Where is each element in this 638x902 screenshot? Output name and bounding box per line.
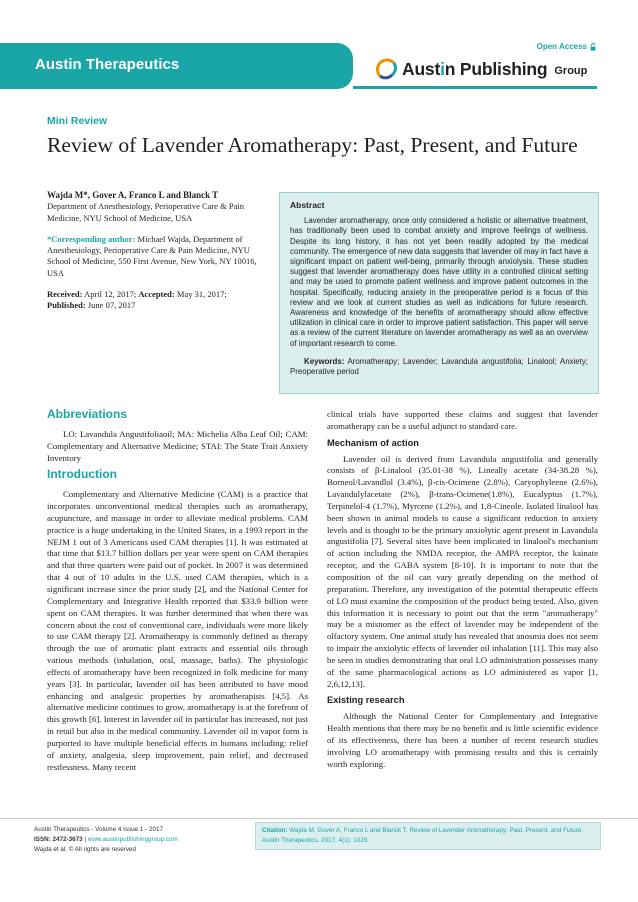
article-title: Review of Lavender Aromatherapy: Past, Present, and Future xyxy=(47,133,578,157)
keywords-label: Keywords: xyxy=(304,356,345,366)
received-label: Received: xyxy=(47,289,83,300)
published-date: June 07, 2017 xyxy=(85,300,136,311)
footer-info xyxy=(34,825,239,855)
footer-issn-line xyxy=(34,835,239,845)
citation-label: Citation: xyxy=(262,827,288,834)
keywords xyxy=(290,357,588,377)
corresponding-label: *Corresponding author: xyxy=(47,233,136,244)
mechanism-heading: Mechanism of action xyxy=(327,437,419,448)
publisher-name-part1: Aust xyxy=(402,58,441,79)
abstract-heading: Abstract xyxy=(290,200,325,210)
mechanism-paragraph: Lavender oil is derived from Lavandula angustifolia and generally consists of β-Linalool (35.01-38 %), Lineally acetate (34-38.28 %), Borneol/Lavandlol (3.4%), β-cis-Ocimene (2.8%), Caryophyleene (2.6%), Lavandulylacetate (2%), β-trans-Ocimene(1.8%), Eucalyptus (1.7%), Terpinelol-4 (1.7%), Myrcene (1.2%), and 1,8-Cineole. Isolated linalool has been shown in animal models to cause a significant reduction in anxiety levels and is thought to be the primary anxiolytic agent present in Lavandula angustifolia [7]. Several sites have been implicated in linalool's mechanism of action including the NMDA receptor, the AMPA receptor, the kainate receptor, and the GABA system [8-10]. It is important to note that the composition of the oil can vary greatly depending on the method of preparation. Therefore, any investigation of the potential therapeutic effects of LO must examine the composition of the product being tested. Also, given this information it is necessary to point out that the term "aromatherapy" may be a misnomer as the effect of lavender may be independent of the olfactory system. One animal study has revealed that anosmia does not seem to impair the anxiolytic effects of lavender oil inhalation [11]. This may also be seen in studies demonstrating that oral LO administration possesses many of the same pharmacological actions as LO administered as vapor [1, 2,6,12,13]. xyxy=(327,453,598,689)
author-list: Wajda M*, Gover A, Franco L and Blanck T xyxy=(47,190,219,200)
published-label: Published: xyxy=(47,300,86,311)
footer-volume: Austin Therapeutics - Volume 4 Issue 1 - 2017 xyxy=(34,826,164,833)
footer-issn: ISSN: 2472-3673 xyxy=(34,836,83,843)
keywords-text: Aromatherapy; Lavender; Lavandula angustifolia; Linalool; Anxiety; Preoperative period xyxy=(290,356,588,377)
footer-rights: Wajda et al. © All rights are reserved xyxy=(34,846,137,853)
author-info xyxy=(47,190,272,312)
affiliation: Department of Anesthesiology, Perioperative Care & Pain Medicine, NYU School of Medicine, USA xyxy=(47,201,245,223)
accepted-label: Accepted: xyxy=(138,289,175,300)
open-access-badge xyxy=(537,42,596,51)
received-date: April 12, 2017; xyxy=(82,289,139,300)
left-column xyxy=(47,409,308,773)
header-rule xyxy=(353,86,597,89)
introduction-heading: Introduction xyxy=(47,467,117,482)
abstract-box xyxy=(279,192,599,394)
open-access-label: Open Access xyxy=(536,42,587,51)
footer-url-link[interactable]: www.austinpublishinggroup.com xyxy=(87,836,178,843)
accepted-date: May 31, 2017; xyxy=(174,289,227,300)
article-dates xyxy=(47,289,272,312)
publisher-logo-icon xyxy=(376,58,398,80)
publisher-name xyxy=(402,59,547,80)
publisher-logo xyxy=(376,58,587,80)
right-column xyxy=(327,409,598,770)
publisher-name-part2: n Publishing xyxy=(444,58,548,79)
existing-research-paragraph: Although the National Center for Complementary and Integrative Health mentions that there may be no benefit and is little scientific evidence of its effectiveness, there has been a number of recent research studies involving LO aromatherapy with promising results and this is certainly worth exploring. xyxy=(327,711,598,769)
footer-rule xyxy=(0,818,638,819)
corresponding-author xyxy=(47,234,272,279)
article-type: Mini Review xyxy=(47,115,108,127)
corresponding-text: Michael Wajda, Department of Anesthesiology, Perioperative Care & Pain Medicine, NYU School of Medicine, 550 First Avenue, New York, NY 10016, USA xyxy=(47,233,257,278)
citation-text: Wajda M, Gover A, Franco L and Blanck T. Review of Lavender Aromatherapy: Past, Present, and Future. Austin Therapeutics. 2017; 4(1): 1029. xyxy=(262,827,584,844)
footer-separator: | xyxy=(82,836,88,843)
existing-research-heading: Existing research xyxy=(327,695,405,706)
introduction-continued: clinical trials have supported these claims and suggest that lavender aromatherapy can be a useful adjunct to standard care. xyxy=(327,409,598,431)
open-lock-icon xyxy=(590,43,596,51)
publisher-group: Group xyxy=(554,65,588,77)
publisher-name-accent: i xyxy=(440,58,445,79)
abbreviations-heading: Abbreviations xyxy=(47,407,128,421)
abstract-text: Lavender aromatherapy, once only considered a holistic or alternative treatment, has traditionally been used to combat anxiety and improve feelings of wellness. Despite its long history, it has not yet been readily adopted by the medical community. The emergence of new data suggests that lavender oil may in fact have a significant impact on patient well-being, primarily through anxiolysis. These studies suggest that lavender aromatherapy does have utility in a controlled clinical setting and may be used to promote patient wellness and improve patient outcomes in the hospital. Specifically, reducing anxiety in the preoperative period is a focus of this review and we look at current studies as well as indications for future research. Awareness and knowledge of the benefits of aromatherapy should allow effective utilization in clinical care in order to improve patient satisfaction. This paper will serve as a review of the current literature on lavender aromatherapy as well as an overview of important research to come. xyxy=(290,216,588,348)
citation-box xyxy=(255,822,601,850)
introduction-paragraph: Complementary and Alternative Medicine (CAM) is a practice that incorporates unconventional medical therapies such as aromatherapy, acupuncture, and massage in order to alleviate medical problems. CAM practice is a huge undertaking in the United States, in a 1993 report in the NEJM 1 out of 3 Americans used CAM therapies [1]. It was estimated at that time that $13.7 billion dollars per year were spent on CAM therapies and that three quarters were paid out of pocket. In 2007 it was determined that 4 out of 10 adults in the U.S. used CAM therapies, which is a significant increase since the prior study [2], and the National Center for Complementary and Integrative Health reported that $33.9 billion were spent on CAM therapies. It was further determined that when there was concern about the cost of conventional care, individuals were more likely to use CAM therapy [2]. Aromatherapy is commonly defined as therapy through the use of aromatic plant extracts and essential oils through various methods (inhalation, oral, massage, baths). The physiologic effects of aromatherapy have been recognized in folk medicine for many years [3]. In particular, lavender oil has been attributed to have mood enhancing and analgesic properties by aromatherapists [4,5]. As alternative medicine continues to grow, aromatherapy is at the forefront of this growth [6]. Interest in lavender oil in particular has increased, not just in retail but also in the medical community. Lavender oil in vapor form is purported to have multiple beneficial effects in humans including: relief of anxiety, analgesia, sleep improvement, pain relief, and decreased restlessness. Many recent xyxy=(47,489,308,772)
journal-name: Austin Therapeutics xyxy=(35,56,180,73)
abbreviations-text: LO: Lavandula Angustifoliaoil; MA: Michelia Alba Leaf Oil; CAM: Complementary and Alternative Medicine; STAI: The State Trait Anxiety Inventory xyxy=(47,428,308,463)
